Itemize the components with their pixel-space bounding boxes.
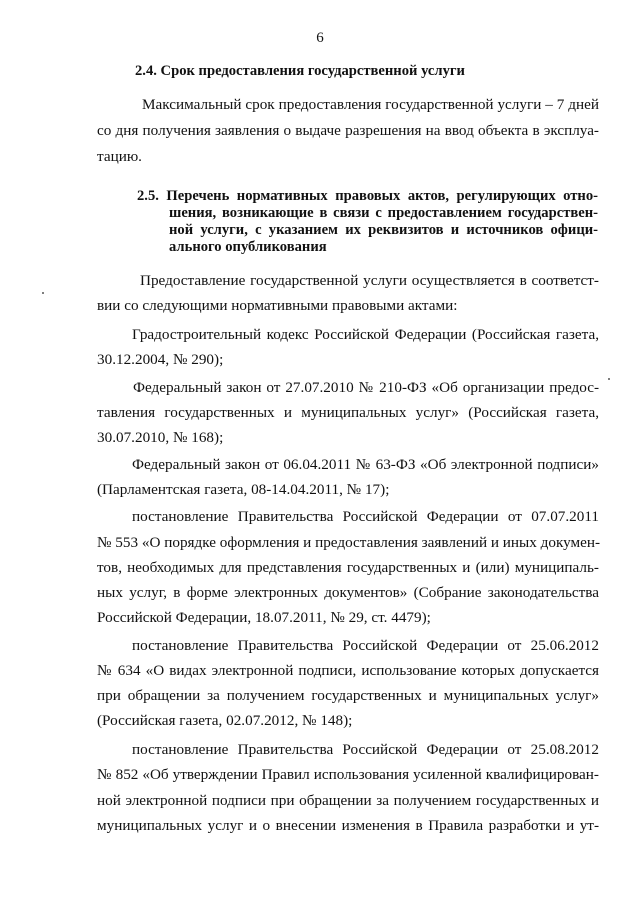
act-line: (Парламентская газета, 08-14.04.2011, № 17); xyxy=(97,481,390,498)
section-2-5-heading-line: 2.5. Перечень нормативных правовых актов, регулирующих отно- xyxy=(137,188,598,204)
act-line: № 852 «Об утверждении Правил использования усиленной квалифицирован- xyxy=(97,766,599,783)
intro-line: вии со следующими нормативными правовыми актами: xyxy=(97,297,458,314)
section-2-5-heading-line: ной услуги, с указанием их реквизитов и источников офици- xyxy=(169,222,598,238)
act-line: (Российская газета, 02.07.2012, № 148); xyxy=(97,712,353,729)
act-line: тавления государственных и муниципальных услуг» (Российская газета, xyxy=(97,404,599,421)
act-line: при обращении за получением государственных и муниципальных услуг» xyxy=(97,687,599,704)
act-line: Федеральный закон от 27.07.2010 № 210-ФЗ «Об организации предос- xyxy=(133,379,599,396)
section-2-4-line: со дня получения заявления о выдаче разрешения на ввод объекта в эксплуа- xyxy=(97,122,599,139)
act-line: ных услуг, в форме электронных документов» (Собрание законодательства xyxy=(97,584,599,601)
section-2-5-heading-line: шения, возникающие в связи с предоставлением государствен- xyxy=(169,205,598,221)
page-number: 6 xyxy=(316,30,324,46)
intro-line: Предоставление государственной услуги осуществляется в соответст- xyxy=(140,272,599,289)
section-2-4-line: Максимальный срок предоставления государственной услуги – 7 дней xyxy=(142,96,599,113)
act-line: 30.07.2010, № 168); xyxy=(97,429,224,446)
act-line: ной электронной подписи при обращении за получением государственных и xyxy=(97,792,599,809)
scan-speck xyxy=(608,378,610,380)
act-line: постановление Правительства Российской Федерации от 07.07.2011 xyxy=(132,508,599,525)
act-line: № 553 «О порядке оформления и предоставления заявлений и иных докумен- xyxy=(97,534,601,551)
section-2-5-heading-line: ального опубликования xyxy=(169,239,327,255)
act-line: Федеральный закон от 06.04.2011 № 63-ФЗ «Об электронной подписи» xyxy=(132,456,599,473)
act-line: 30.12.2004, № 290); xyxy=(97,351,224,368)
scan-speck xyxy=(42,292,44,294)
act-line: Российской Федерации, 18.07.2011, № 29, ст. 4479); xyxy=(97,609,431,626)
section-2-4-line: тацию. xyxy=(97,148,142,165)
act-line: № 634 «О видах электронной подписи, использование которых допускается xyxy=(97,662,599,679)
act-line: Градостроительный кодекс Российской Федерации (Российская газета, xyxy=(132,326,599,343)
act-line: постановление Правительства Российской Федерации от 25.08.2012 xyxy=(132,741,599,758)
act-line: муниципальных услуг и о внесении изменения в Правила разработки и ут- xyxy=(97,817,599,834)
act-line: тов, необходимых для представления государственных и (или) муниципаль- xyxy=(97,559,599,576)
section-2-4-heading: 2.4. Срок предоставления государственной услуги xyxy=(135,63,465,79)
act-line: постановление Правительства Российской Федерации от 25.06.2012 xyxy=(132,637,599,654)
